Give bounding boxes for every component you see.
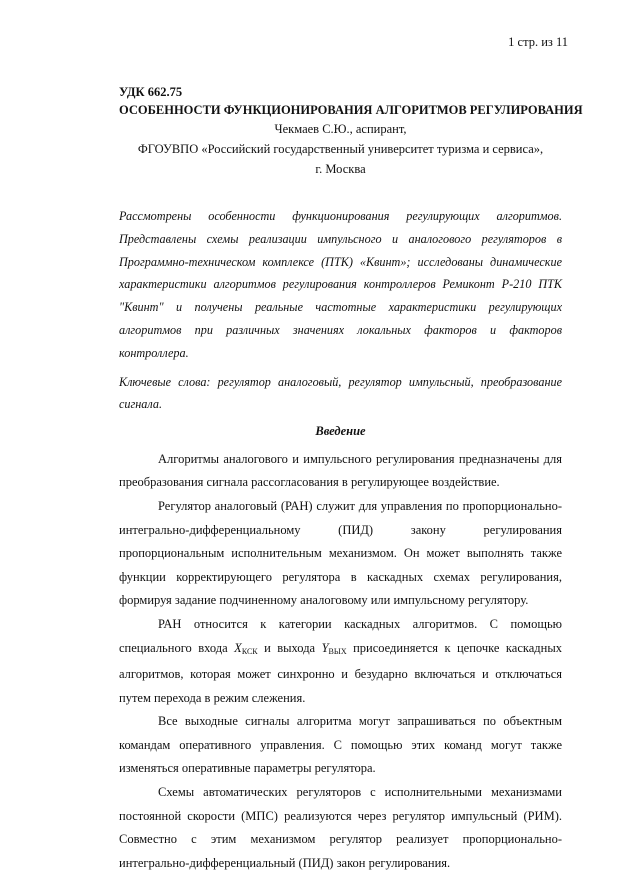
author-line: Чекмаев С.Ю., аспирант, (274, 122, 407, 136)
affiliation-line: ФГОУВПО «Российский государственный университет туризма и сервиса», (137, 142, 544, 156)
input-variable-x: X (234, 640, 242, 655)
paragraph-3-tail: присоединяется к цепочке каскадных алгоритмов, которая может синхронно и безударно включаться и отключаться путем перехода в режим слежения. (119, 640, 563, 705)
output-variable-y-subscript: ВЫХ (328, 646, 347, 656)
paragraph-3 (119, 613, 562, 710)
section-title: Введение (315, 423, 366, 438)
keywords: Ключевые слова: регулятор аналоговый, регулятор импульсный, преобразование сигнала. (119, 374, 562, 412)
paragraph-3-connector: и выхода (257, 640, 322, 655)
input-variable-x-subscript: КСК (241, 646, 258, 656)
abstract: Рассмотрены особенности функционирования регулирующих алгоритмов. Представлены схемы реализации импульсного и аналогового регуляторов в Программно-техническом комплексе (ПТК) «Квинт»; исследованы динамические характеристики алгоритмов регулирования контроллеров Ремиконт Р-210 ПТК "Квинт" и получены реальные частотные характеристики регулирующих алгоритмов при различных значениях локальных факторов и факторов контроллера. (119, 209, 562, 360)
city-line: г. Москва (315, 162, 366, 176)
paragraph-5: Схемы автоматических регуляторов с исполнительными механизмами постоянной скорости (МПС) реализуются через регулятор импульсный (РИМ). Совместно с этим механизмом регулятор реализует пропорционально-интегрально-дифференциальный (ПИД) закон регулирования. (119, 785, 562, 870)
udc-code: УДК 662.75 (119, 85, 183, 99)
page-number: 1 стр. из 11 (508, 35, 568, 49)
paragraph-2: Регулятор аналоговый (РАН) служит для управления по пропорционально-интегрально-дифференциальному (ПИД) закону регулирования пропорциональным исполнительным механизмом. Он может выполнять также функции корректирующего регулятора в каскадных схемах регулирования, формируя задание подчиненному аналоговому или импульсному регулятору. (119, 498, 562, 608)
paragraph-4: Все выходные сигналы алгоритма могут запрашиваться по объектным командам оперативного управления. С помощью этих команд могут также изменяться оперативные параметры регулятора. (119, 714, 562, 776)
article-content (119, 83, 583, 875)
output-variable-y: Y (321, 640, 329, 655)
paragraph-1: Алгоритмы аналогового и импульсного регулирования предназначены для преобразования сигнала рассогласования в регулирующее воздействие. (119, 451, 562, 490)
article-title: ОСОБЕННОСТИ ФУНКЦИОНИРОВАНИЯ АЛГОРИТМОВ РЕГУЛИРОВАНИЯ (119, 103, 583, 117)
article-body (119, 448, 562, 875)
paragraph-3-lead: РАН относится к категории каскадных алгоритмов. С помощью специального входа (119, 616, 562, 655)
